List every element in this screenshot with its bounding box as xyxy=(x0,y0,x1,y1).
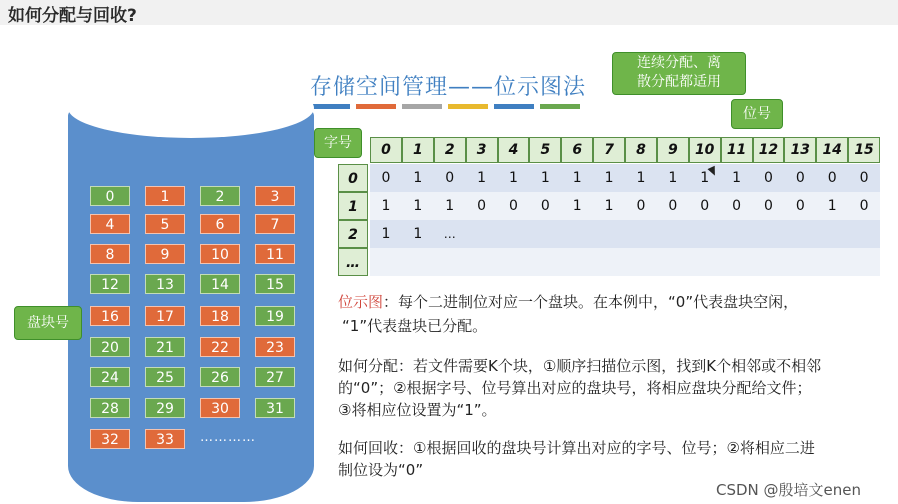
disk-block: 17 xyxy=(145,306,185,326)
disk-block: 31 xyxy=(255,398,295,418)
bit-cell xyxy=(434,248,466,276)
disk-block: 28 xyxy=(90,398,130,418)
disk-block: 27 xyxy=(255,367,295,387)
bit-cell: 1 xyxy=(381,226,391,242)
allocation-line-3: ③将相应位设置为“1”。 xyxy=(338,401,497,419)
bit-column-header: 14 xyxy=(816,137,848,163)
allocation-line-1: 如何分配：若文件需要K个块，①顺序扫描位示图，找到K个相邻或不相邻 xyxy=(338,357,822,375)
bit-cell xyxy=(625,220,657,248)
bit-column-header: 3 xyxy=(466,137,498,163)
bit-cell: 1 xyxy=(668,170,678,186)
bit-cell: 0 xyxy=(508,198,518,214)
bit-column-header: 15 xyxy=(848,137,880,163)
page-title: 如何分配与回收? xyxy=(8,6,137,26)
bit-cell: 0 xyxy=(795,170,805,186)
bit-cell: 1 xyxy=(413,226,423,242)
callout-line-1: 连续分配、离 xyxy=(637,55,721,71)
bit-cell xyxy=(848,248,880,276)
disk-block: 18 xyxy=(200,306,240,326)
bit-column-header: 5 xyxy=(529,137,561,163)
slide-title: 存储空间管理——位示图法 xyxy=(310,75,587,100)
bit-column-header: 7 xyxy=(593,137,625,163)
bit-cell: … xyxy=(443,227,456,241)
bit-cell xyxy=(466,248,498,276)
bit-cell xyxy=(498,220,530,248)
disk-block: 22 xyxy=(200,337,240,357)
bit-cell xyxy=(753,220,785,248)
disk-block: 5 xyxy=(145,214,185,234)
bit-cell: 0 xyxy=(668,198,678,214)
bit-cell xyxy=(689,248,721,276)
bit-cell: 0 xyxy=(859,198,869,214)
disk-block: 20 xyxy=(90,337,130,357)
disk-block: 14 xyxy=(200,274,240,294)
bit-column-header: 9 xyxy=(657,137,689,163)
bit-cell: 1 xyxy=(636,170,646,186)
disk-block: 33 xyxy=(145,429,185,449)
word-row-header: … xyxy=(338,248,368,276)
bit-column-header: 13 xyxy=(784,137,816,163)
bit-cell: 1 xyxy=(732,170,742,186)
bit-cell xyxy=(721,220,753,248)
disk-block: 4 xyxy=(90,214,130,234)
bit-cell xyxy=(593,248,625,276)
title-color-bar xyxy=(310,104,350,109)
disk-block: 9 xyxy=(145,244,185,264)
bit-cell: 1 xyxy=(604,198,614,214)
bit-cell: 1 xyxy=(477,170,487,186)
bit-cell: 1 xyxy=(827,198,837,214)
bit-cell: 0 xyxy=(795,198,805,214)
callout-bit-number: 位号 xyxy=(731,99,783,129)
bitmap-definition-line-1 xyxy=(338,292,798,313)
disk-block: 2 xyxy=(200,186,240,206)
title-color-bar xyxy=(494,104,534,109)
bit-column-header: 2 xyxy=(434,137,466,163)
disk-block: 26 xyxy=(200,367,240,387)
block-ellipsis: ………… xyxy=(200,430,256,445)
bit-cell: 1 xyxy=(413,170,423,186)
title-color-bar xyxy=(448,104,488,109)
allocation-line-2: 的“0”；②根据字号、位号算出对应的盘块号，将相应盘块分配给文件； xyxy=(338,379,812,397)
word-row-header: 0 xyxy=(338,164,368,192)
recycle-line-2: 制位设为“0” xyxy=(338,461,424,479)
bit-cell xyxy=(402,248,434,276)
bit-cell: 0 xyxy=(445,170,455,186)
bit-cell xyxy=(529,248,561,276)
word-row-header: 2 xyxy=(338,220,368,248)
bit-cell: 0 xyxy=(763,198,773,214)
bit-cell: 0 xyxy=(763,170,773,186)
bit-column-header: 11 xyxy=(721,137,753,163)
bit-cell: 1 xyxy=(508,170,518,186)
bit-cell: 0 xyxy=(859,170,869,186)
bit-cell: 1 xyxy=(604,170,614,186)
title-color-bar xyxy=(402,104,442,109)
bit-cell xyxy=(657,220,689,248)
callout-word-number: 字号 xyxy=(314,128,362,158)
bit-cell: 0 xyxy=(827,170,837,186)
bit-column-header: 12 xyxy=(753,137,785,163)
recycle-line-1: 如何回收：①根据回收的盘块号计算出对应的字号、位号；②将相应二进 xyxy=(338,439,815,457)
bit-cell xyxy=(816,220,848,248)
bit-cell xyxy=(721,248,753,276)
callout-line-2: 散分配都适用 xyxy=(637,74,721,90)
bit-cell xyxy=(370,248,402,276)
disk-block: 11 xyxy=(255,244,295,264)
bit-cell xyxy=(784,220,816,248)
bit-cell: 0 xyxy=(700,198,710,214)
bit-column-header: 10 xyxy=(689,137,721,163)
bit-cell: 1 xyxy=(445,198,455,214)
bit-cell: 1 xyxy=(700,170,710,186)
bit-cell xyxy=(625,248,657,276)
bit-column-header: 1 xyxy=(402,137,434,163)
disk-block: 16 xyxy=(90,306,130,326)
title-color-bar xyxy=(356,104,396,109)
bit-cell xyxy=(816,248,848,276)
bit-cell: 0 xyxy=(636,198,646,214)
disk-block: 32 xyxy=(90,429,130,449)
disk-block: 30 xyxy=(200,398,240,418)
title-color-bar xyxy=(540,104,580,109)
bit-cell xyxy=(848,220,880,248)
disk-block: 7 xyxy=(255,214,295,234)
bit-cell xyxy=(561,220,593,248)
disk-block: 29 xyxy=(145,398,185,418)
bit-cell: 1 xyxy=(572,198,582,214)
bit-cell: 1 xyxy=(540,170,550,186)
disk-block: 10 xyxy=(200,244,240,264)
disk-block: 24 xyxy=(90,367,130,387)
bit-cell: 1 xyxy=(413,198,423,214)
disk-block: 19 xyxy=(255,306,295,326)
bit-cell xyxy=(689,220,721,248)
bit-column-header: 0 xyxy=(370,137,402,163)
bit-cell: 1 xyxy=(381,198,391,214)
bit-cell xyxy=(529,220,561,248)
bit-cell xyxy=(657,248,689,276)
bit-cell: 0 xyxy=(381,170,391,186)
disk-block: 21 xyxy=(145,337,185,357)
bitmap-definition-text: ：每个二进制位对应一个盘块。在本例中，“0”代表盘块空闲， xyxy=(383,293,799,311)
disk-block: 12 xyxy=(90,274,130,294)
bit-cell: 0 xyxy=(477,198,487,214)
bitmap-definition-label: 位示图 xyxy=(338,293,384,311)
bit-cell xyxy=(784,248,816,276)
disk-block: 13 xyxy=(145,274,185,294)
disk-block: 8 xyxy=(90,244,130,264)
word-row-header: 1 xyxy=(338,192,368,220)
disk-block: 0 xyxy=(90,186,130,206)
bit-cell xyxy=(498,248,530,276)
bit-cell: 1 xyxy=(572,170,582,186)
disk-block: 1 xyxy=(145,186,185,206)
bit-cell xyxy=(753,248,785,276)
watermark: CSDN @殷培文enen xyxy=(716,481,862,499)
disk-top-cutout xyxy=(68,78,314,138)
bit-cell xyxy=(466,220,498,248)
bitmap-definition-line-2: “1”代表盘块已分配。 xyxy=(342,317,488,335)
disk-block: 6 xyxy=(200,214,240,234)
bit-column-header: 8 xyxy=(625,137,657,163)
bit-cell xyxy=(561,248,593,276)
disk-block: 23 xyxy=(255,337,295,357)
bit-cell xyxy=(593,220,625,248)
bit-cell: 0 xyxy=(732,198,742,214)
bit-column-header: 4 xyxy=(498,137,530,163)
bit-column-header: 6 xyxy=(561,137,593,163)
disk-block: 15 xyxy=(255,274,295,294)
disk-block: 3 xyxy=(255,186,295,206)
disk-block: 25 xyxy=(145,367,185,387)
callout-applicability xyxy=(612,52,746,95)
callout-block-number: 盘块号 xyxy=(14,306,82,340)
bit-cell: 0 xyxy=(540,198,550,214)
